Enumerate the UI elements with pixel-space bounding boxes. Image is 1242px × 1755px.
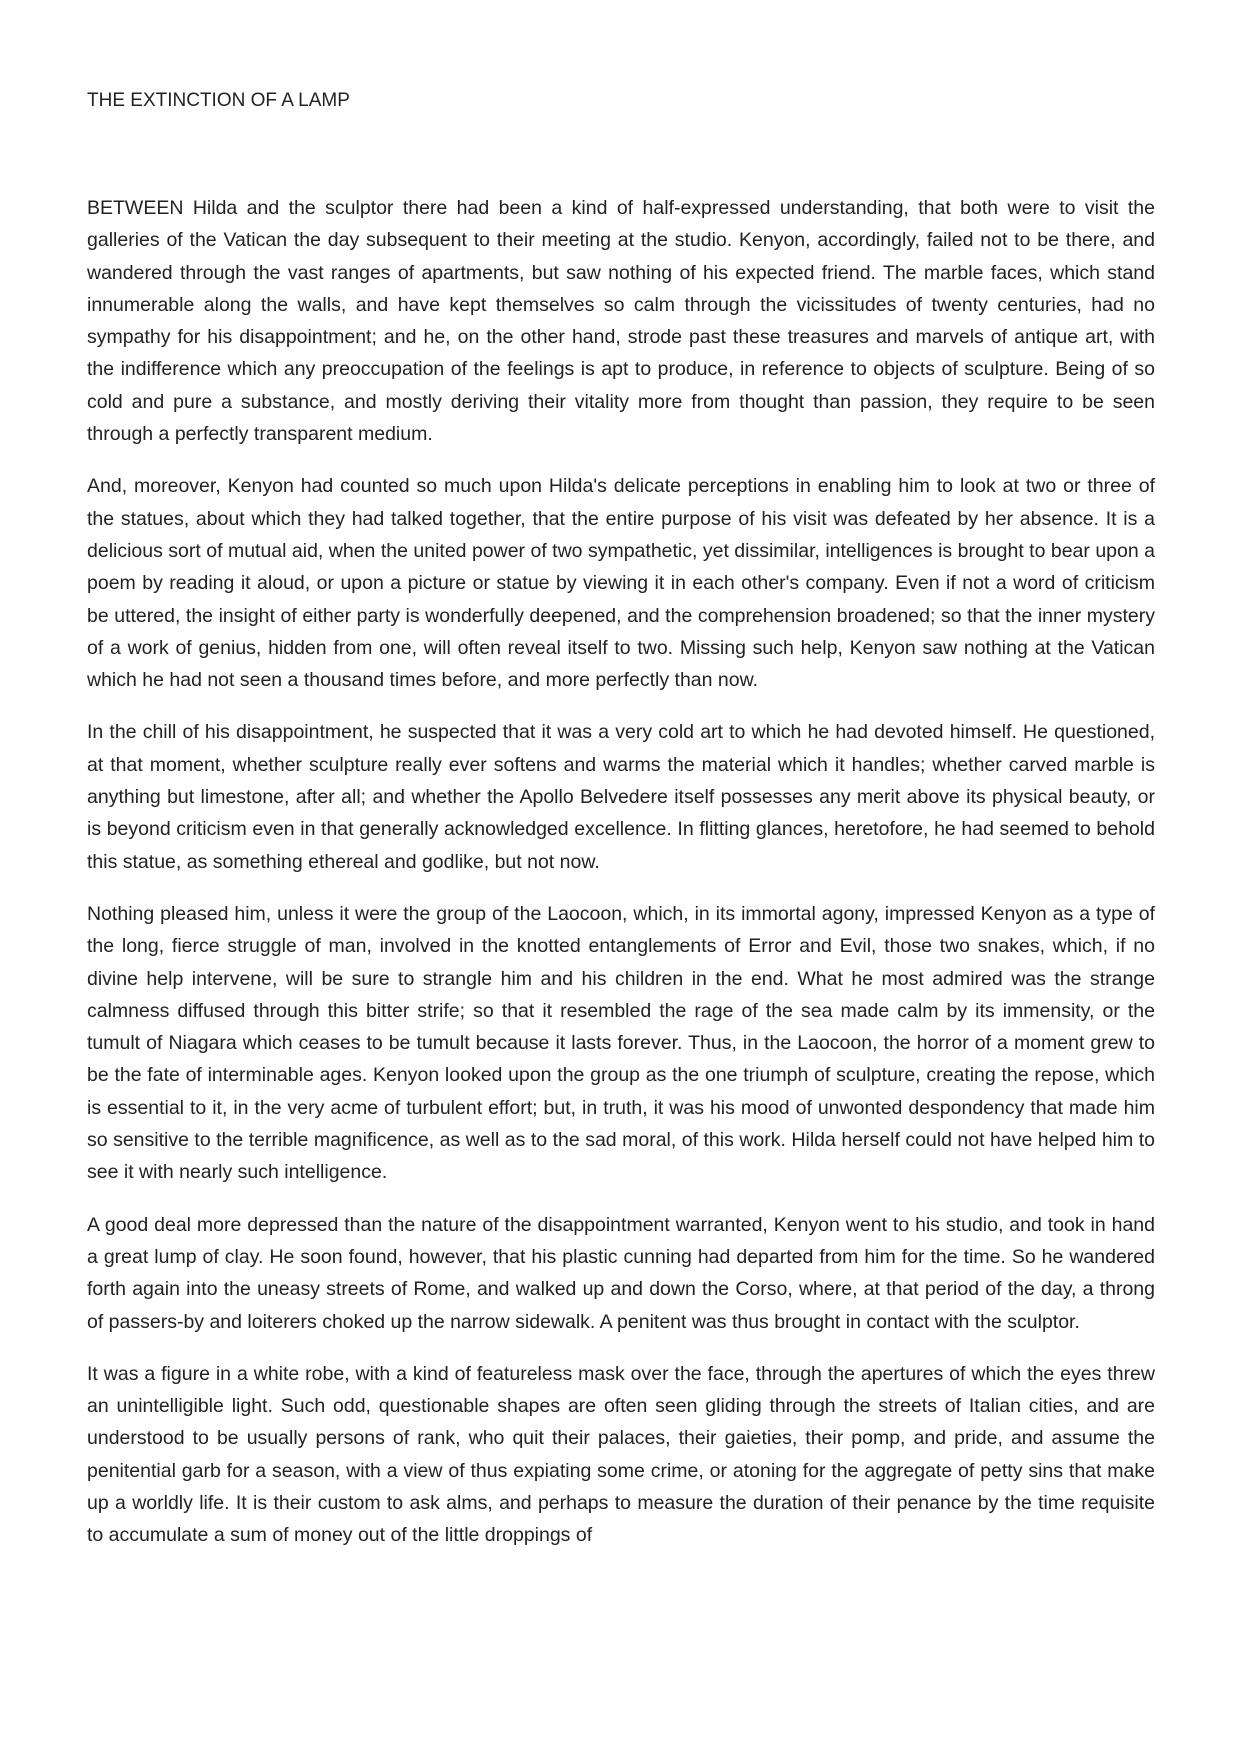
paragraph-5: A good deal more depressed than the nature of the disappointment warranted, Kenyon went to his studio, and took in hand a great lump of clay. He soon found, however, that his plastic cunning had departed from him for the time. So he wandered forth again into the uneasy streets of Rome, and walked up and down the Corso, where, at that period of the day, a throng of passers-by and loiterers choked up the narrow sidewalk. A penitent was thus brought in contact with the sculptor. (87, 1213, 1155, 1333)
paragraph-1: BETWEEN Hilda and the sculptor there had been a kind of half-expressed understanding, that both were to visit the galleries of the Vatican the day subsequent to their meeting at the studio. Kenyon, accordingly, failed not to be there, and wandered through the vast ranges of apartments, but saw nothing of his expected friend. The marble faces, which stand innumerable along the walls, and have kept themselves so calm through the vicissitudes of twenty centuries, had no sympathy for his disappointment; and he, on the other hand, strode past these treasures and marvels of antique art, with the indifference which any preoccupation of the feelings is apt to produce, in reference to objects of sculpture. Being of so cold and pure a substance, and mostly deriving their vitality more from thought than passion, they require to be seen through a perfectly transparent medium. (87, 197, 1155, 446)
chapter-title: THE EXTINCTION OF A LAMP (87, 90, 350, 111)
paragraph-4: Nothing pleased him, unless it were the group of the Laocoon, which, in its immortal agony, impressed Kenyon as a type of the long, fierce struggle of man, involved in the knotted entanglements of Error and Evil, those two snakes, which, if no divine help intervene, will be sure to strangle him and his children in the end. What he most admired was the strange calmness diffused through this bitter strife; so that it resembled the rage of the sea made calm by its immensity, or the tumult of Niagara which ceases to be tumult because it lasts forever. Thus, in the Laocoon, the horror of a moment grew to be the fate of interminable ages. Kenyon looked upon the group as the one triumph of sculpture, creating the repose, which is essential to it, in the very acme of turbulent effort; but, in truth, it was his mood of unwonted despondency that made him so sensitive to the terrible magnificence, as well as to the sad moral, of this work. Hilda herself could not have helped him to see it with nearly such intelligence. (87, 902, 1155, 1184)
paragraph-3: In the chill of his disappointment, he suspected that it was a very cold art to which he had devoted himself. He questioned, at that moment, whether sculpture really ever softens and warms the material which it handles; whether carved marble is anything but limestone, after all; and whether the Apollo Belvedere itself possesses any merit above its physical beauty, or is beyond criticism even in that generally acknowledged excellence. In flitting glances, heretofore, he had seemed to behold this statue, as something ethereal and godlike, but not now. (87, 721, 1155, 873)
body-text (87, 192, 1155, 1572)
paragraph-2: And, moreover, Kenyon had counted so much upon Hilda's delicate perceptions in enabling him to look at two or three of the statues, about which they had talked together, that the entire purpose of his visit was defeated by her absence. It is a delicious sort of mutual aid, when the united power of two sympathetic, yet dissimilar, intelligences is brought to bear upon a poem by reading it aloud, or upon a picture or statue by viewing it in each other's company. Even if not a word of criticism be uttered, the insight of either party is wonderfully deepened, and the comprehension broadened; so that the inner mystery of a work of genius, hidden from one, will often reveal itself to two. Missing such help, Kenyon saw nothing at the Vatican which he had not seen a thousand times before, and more perfectly than now. (87, 475, 1155, 692)
paragraph-6: It was a figure in a white robe, with a kind of featureless mask over the face, through the apertures of which the eyes threw an unintelligible light. Such odd, questionable shapes are often seen gliding through the streets of Italian cities, and are understood to be usually persons of rank, who quit their palaces, their gaieties, their pomp, and pride, and assume the penitential garb for a season, with a view of thus expiating some crime, or atoning for the aggregate of petty sins that make up a worldly life. It is their custom to ask alms, and perhaps to measure the duration of their penance by the time requisite to accumulate a sum of money out of the little droppings of (87, 1362, 1155, 1547)
